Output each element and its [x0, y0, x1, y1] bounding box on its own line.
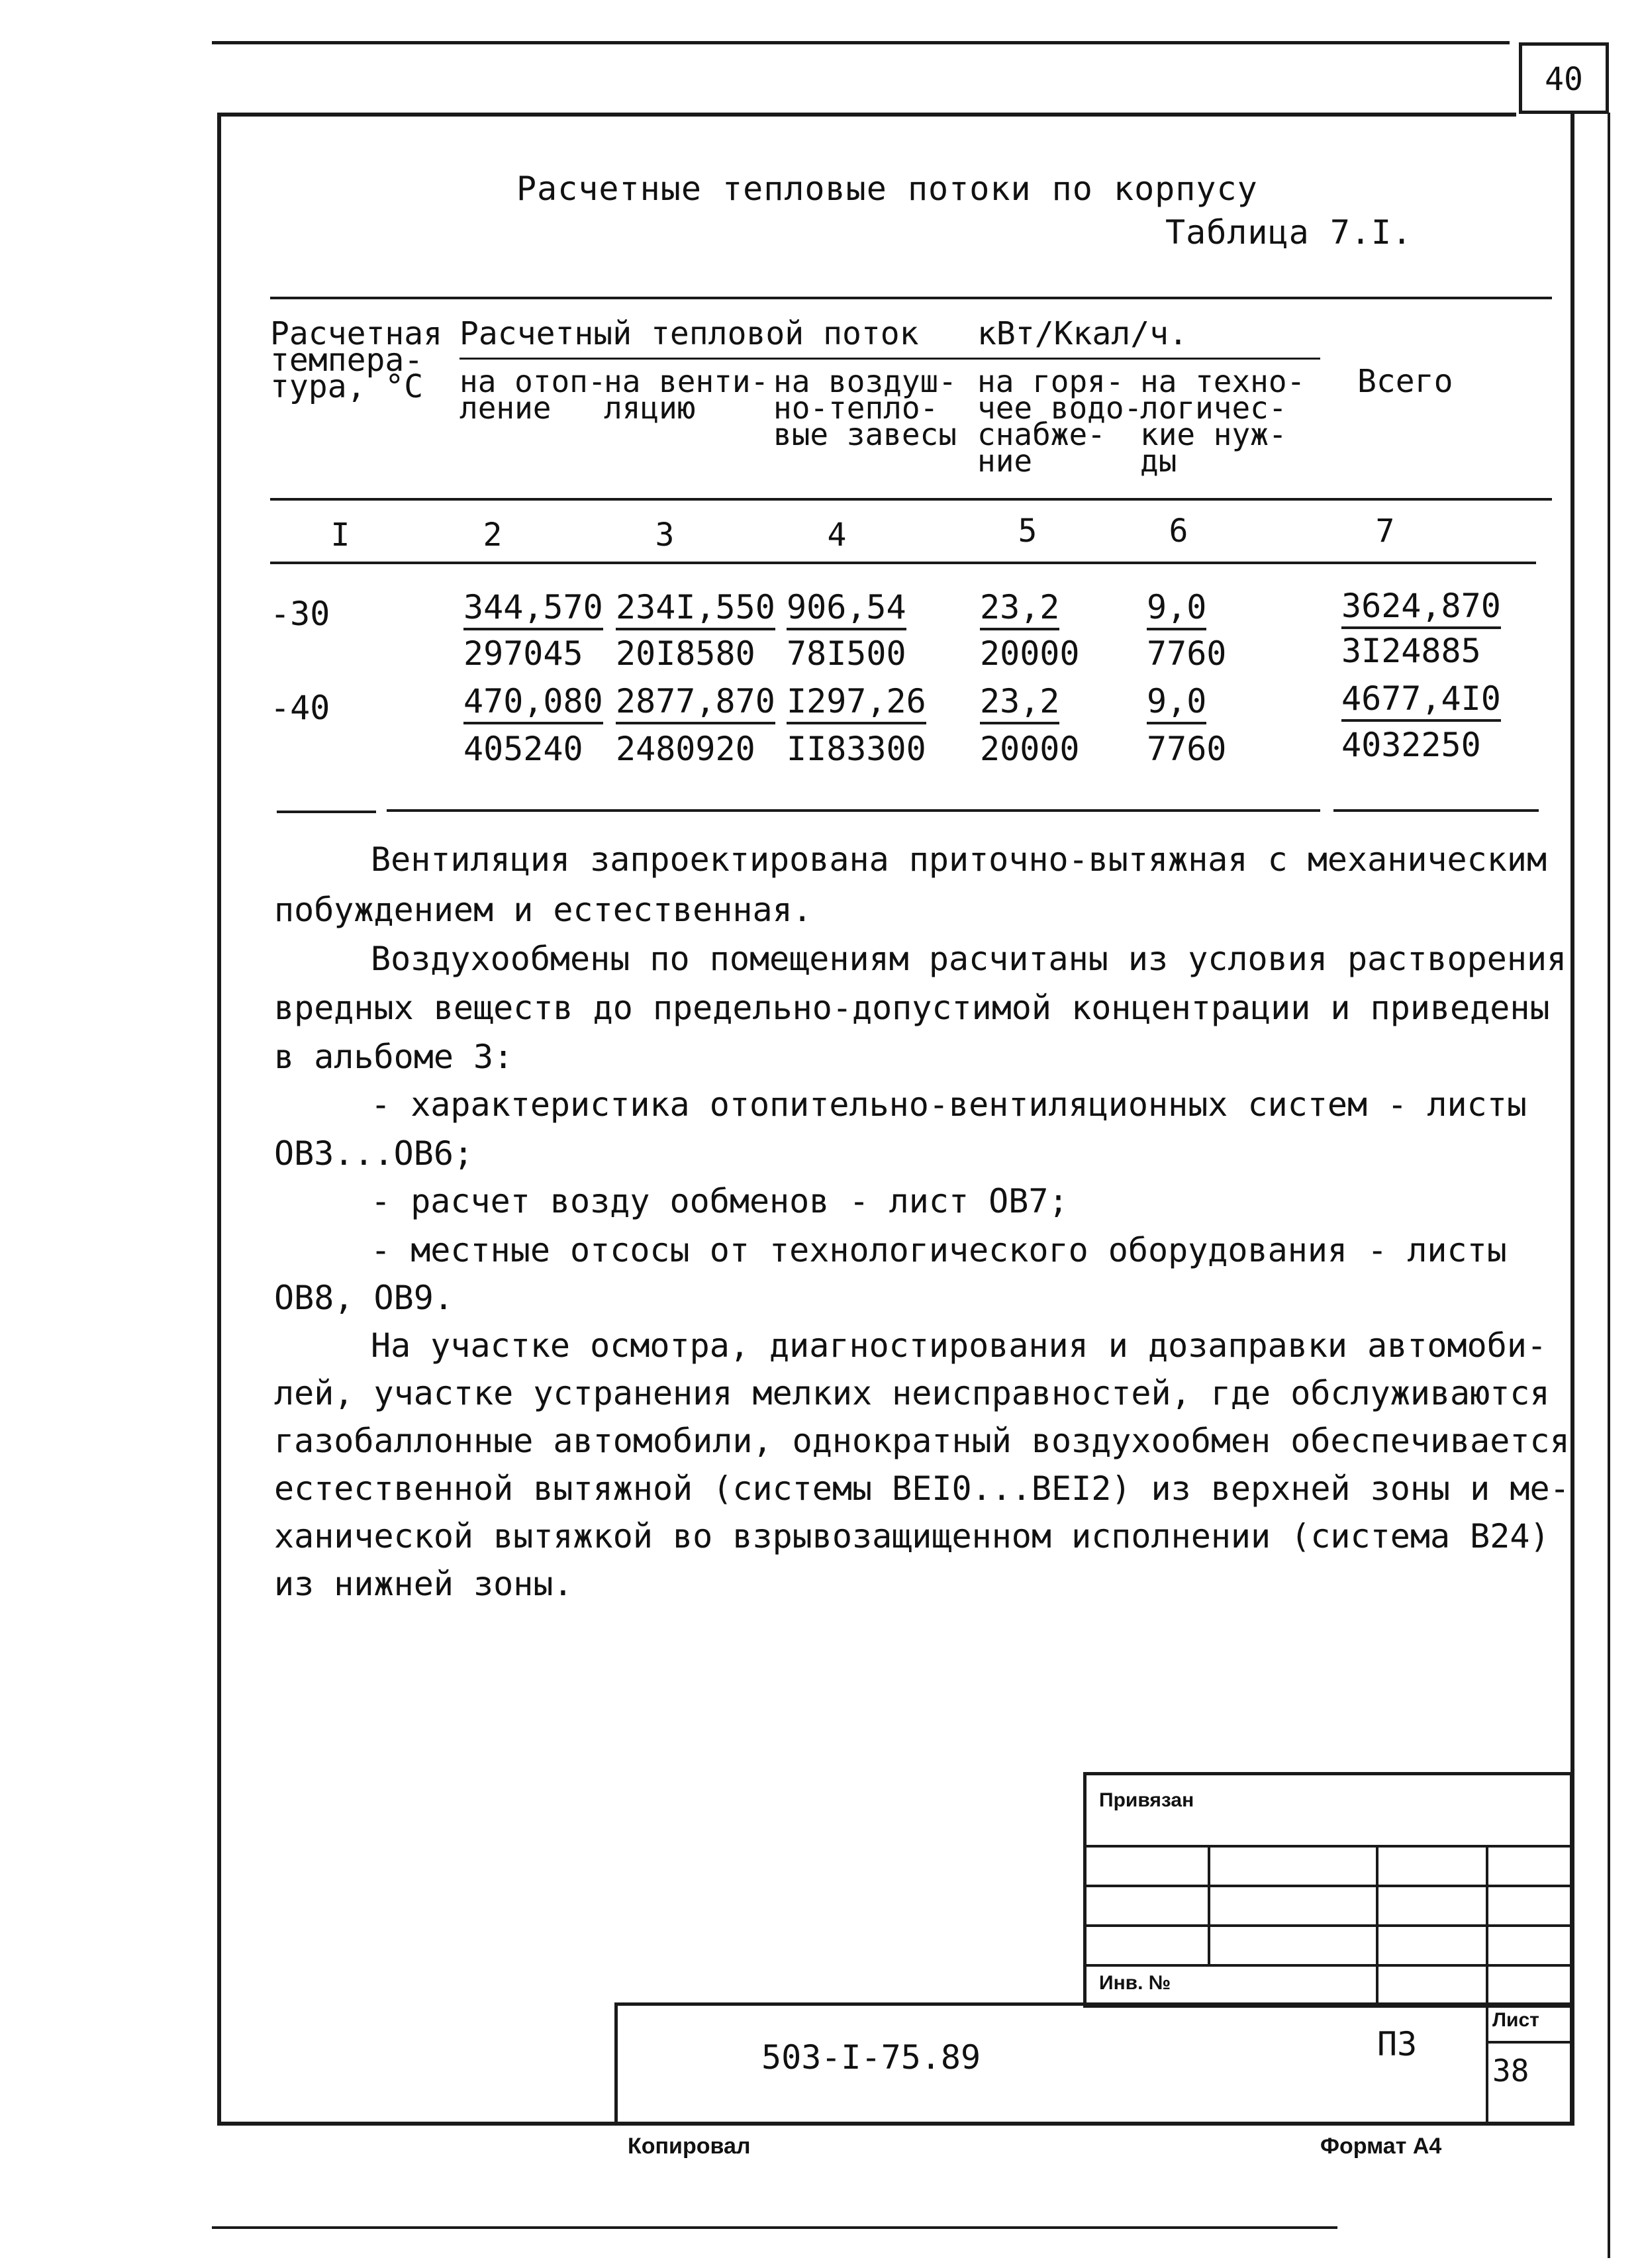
section-code: ПЗ — [1377, 2025, 1418, 2063]
frame-left — [217, 113, 221, 2126]
format-label: Формат А4 — [1320, 2134, 1442, 2159]
para-line-16: из нижней зоны. — [274, 1565, 573, 1603]
row1-kcal-total: 3I24885 — [1341, 632, 1481, 670]
doc-code: 503-I-75.89 — [761, 2038, 981, 2077]
para-line-2: побуждением и естественная. — [274, 891, 812, 929]
header-temperature: Расчетная темпера- тура, °С — [270, 315, 443, 405]
col-number-1: I — [330, 517, 350, 554]
row2-kw-air-curtains: I297,26 — [787, 682, 926, 724]
para-line-14: естественной вытяжной (системы ВЕI0...ВЕI2) из верхней зоны и ме- — [274, 1469, 1570, 1508]
row1-kw-hot-water: 23,2 — [980, 588, 1059, 630]
stamp-hline-3 — [1083, 1924, 1573, 1927]
col-number-4: 4 — [827, 517, 847, 554]
row1-kcal-heating: 297045 — [463, 634, 583, 673]
row1-kcal-ventilation: 20I8580 — [616, 634, 755, 673]
col-number-6: 6 — [1169, 513, 1188, 550]
header-bottom-rule — [270, 498, 1552, 501]
table-label: Таблица 7.I. — [1165, 213, 1413, 252]
row2-kcal-total: 4032250 — [1341, 726, 1481, 764]
stamp-vline-3 — [1486, 1846, 1488, 2008]
para-line-1: Вентиляция запроектирована приточно-вытяжная с механическим — [371, 840, 1547, 879]
header-air-curtains: на воздуш- но-тепло- вые завесы — [773, 364, 957, 452]
para-line-7: ОВ3...ОВ6; — [274, 1134, 474, 1173]
row2-kcal-air-curtains: II83300 — [787, 730, 926, 768]
page-number: 40 — [1545, 61, 1583, 98]
table-bottom-rule-2 — [387, 809, 1320, 812]
col-number-7: 7 — [1375, 513, 1395, 550]
row1-kcal-process: 7760 — [1147, 634, 1227, 673]
para-line-13: газобаллонные автомобили, однократный воздухообмен обеспечивается — [274, 1422, 1570, 1460]
para-line-12: лей, участке устранения мелких неисправностей, где обслуживаются — [274, 1374, 1550, 1412]
header-group-rule — [459, 358, 1320, 360]
row1-temp: -30 — [270, 595, 330, 633]
para-line-4: вредных веществ до предельно-допустимой концентрации и приведены — [274, 989, 1550, 1027]
table-bottom-rule-3 — [1333, 809, 1539, 812]
row1-kw-process: 9,0 — [1147, 588, 1206, 630]
privyazan-label: Привязан — [1099, 1789, 1194, 1811]
col-number-5: 5 — [1018, 513, 1038, 550]
header-hot-water: на горя- чее водо- снабже- ние — [977, 364, 1143, 479]
para-line-15: ханической вытяжкой во взрывозащищенном исполнении (система В24) — [274, 1517, 1550, 1555]
para-line-10: ОВ8, ОВ9. — [274, 1279, 454, 1317]
col-number-2: 2 — [483, 517, 503, 554]
table-bottom-rule-1 — [277, 811, 376, 813]
frame-right-outer — [1608, 113, 1610, 2258]
header-total: Всего — [1357, 363, 1453, 400]
header-ventilation: на венти- ляцию — [604, 364, 769, 426]
para-line-3: Воздухообмены по помещениям расчитаны из условия растворения — [371, 940, 1567, 978]
stamp-hline-1 — [1083, 1845, 1573, 1848]
page-title: Расчетные тепловые потоки по корпусу — [516, 170, 1258, 208]
row1-kw-total: 3624,870 — [1341, 587, 1501, 629]
frame-top — [217, 113, 1516, 117]
row2-kcal-ventilation: 2480920 — [616, 730, 755, 768]
title-block — [614, 2002, 1573, 2126]
top-outer-rule — [212, 41, 1510, 44]
para-line-11: На участке осмотра, диагностирования и дозаправки автомоби- — [371, 1326, 1547, 1365]
row2-kcal-hot-water: 20000 — [980, 730, 1080, 768]
stamp-hline-2 — [1083, 1885, 1573, 1887]
para-line-6: - характеристика отопительно-вентиляционных систем - листы — [371, 1085, 1527, 1124]
col-number-3: 3 — [655, 517, 675, 554]
sheet-cell-divider — [1486, 2041, 1573, 2044]
header-group: Расчетный тепловой поток — [459, 315, 919, 352]
stamp-hline-4 — [1083, 1964, 1573, 1967]
sheet-cell-left — [1486, 2002, 1488, 2126]
row2-kw-process: 9,0 — [1147, 682, 1206, 724]
table-top-rule — [270, 297, 1552, 299]
sheet-label: Лист — [1492, 2009, 1539, 2031]
row2-kw-heating: 470,080 — [463, 682, 603, 724]
header-unit: кВт/Ккал/ч. — [977, 315, 1188, 352]
row2-kw-total: 4677,4I0 — [1341, 679, 1501, 722]
row2-kcal-heating: 405240 — [463, 730, 583, 768]
row1-kcal-hot-water: 20000 — [980, 634, 1080, 673]
stamp-vline-1 — [1208, 1846, 1210, 1965]
copied-label: Копировал — [628, 2134, 751, 2159]
para-line-9: - местные отсосы от технологического оборудования - листы — [371, 1231, 1507, 1269]
row2-temp: -40 — [270, 689, 330, 727]
header-process-needs: на техно- логичес- кие нуж- ды — [1140, 364, 1306, 479]
inv-no-label: Инв. № — [1099, 1972, 1171, 1994]
colnum-bottom-rule — [270, 562, 1536, 564]
row1-kw-air-curtains: 906,54 — [787, 588, 906, 630]
para-line-8: - расчет возду ообменов - лист ОВ7; — [371, 1182, 1069, 1220]
bottom-outer-rule — [212, 2226, 1337, 2229]
header-heating: на отоп- ление — [459, 364, 606, 426]
row1-kcal-air-curtains: 78I500 — [787, 634, 906, 673]
row1-kw-ventilation: 234I,550 — [616, 588, 775, 630]
para-line-5: в альбоме 3: — [274, 1038, 514, 1076]
row2-kcal-process: 7760 — [1147, 730, 1227, 768]
sheet-number: 38 — [1492, 2053, 1529, 2089]
stamp-vline-2 — [1376, 1846, 1378, 2008]
row1-kw-heating: 344,570 — [463, 588, 603, 630]
row2-kw-hot-water: 23,2 — [980, 682, 1059, 724]
row2-kw-ventilation: 2877,870 — [616, 682, 775, 724]
